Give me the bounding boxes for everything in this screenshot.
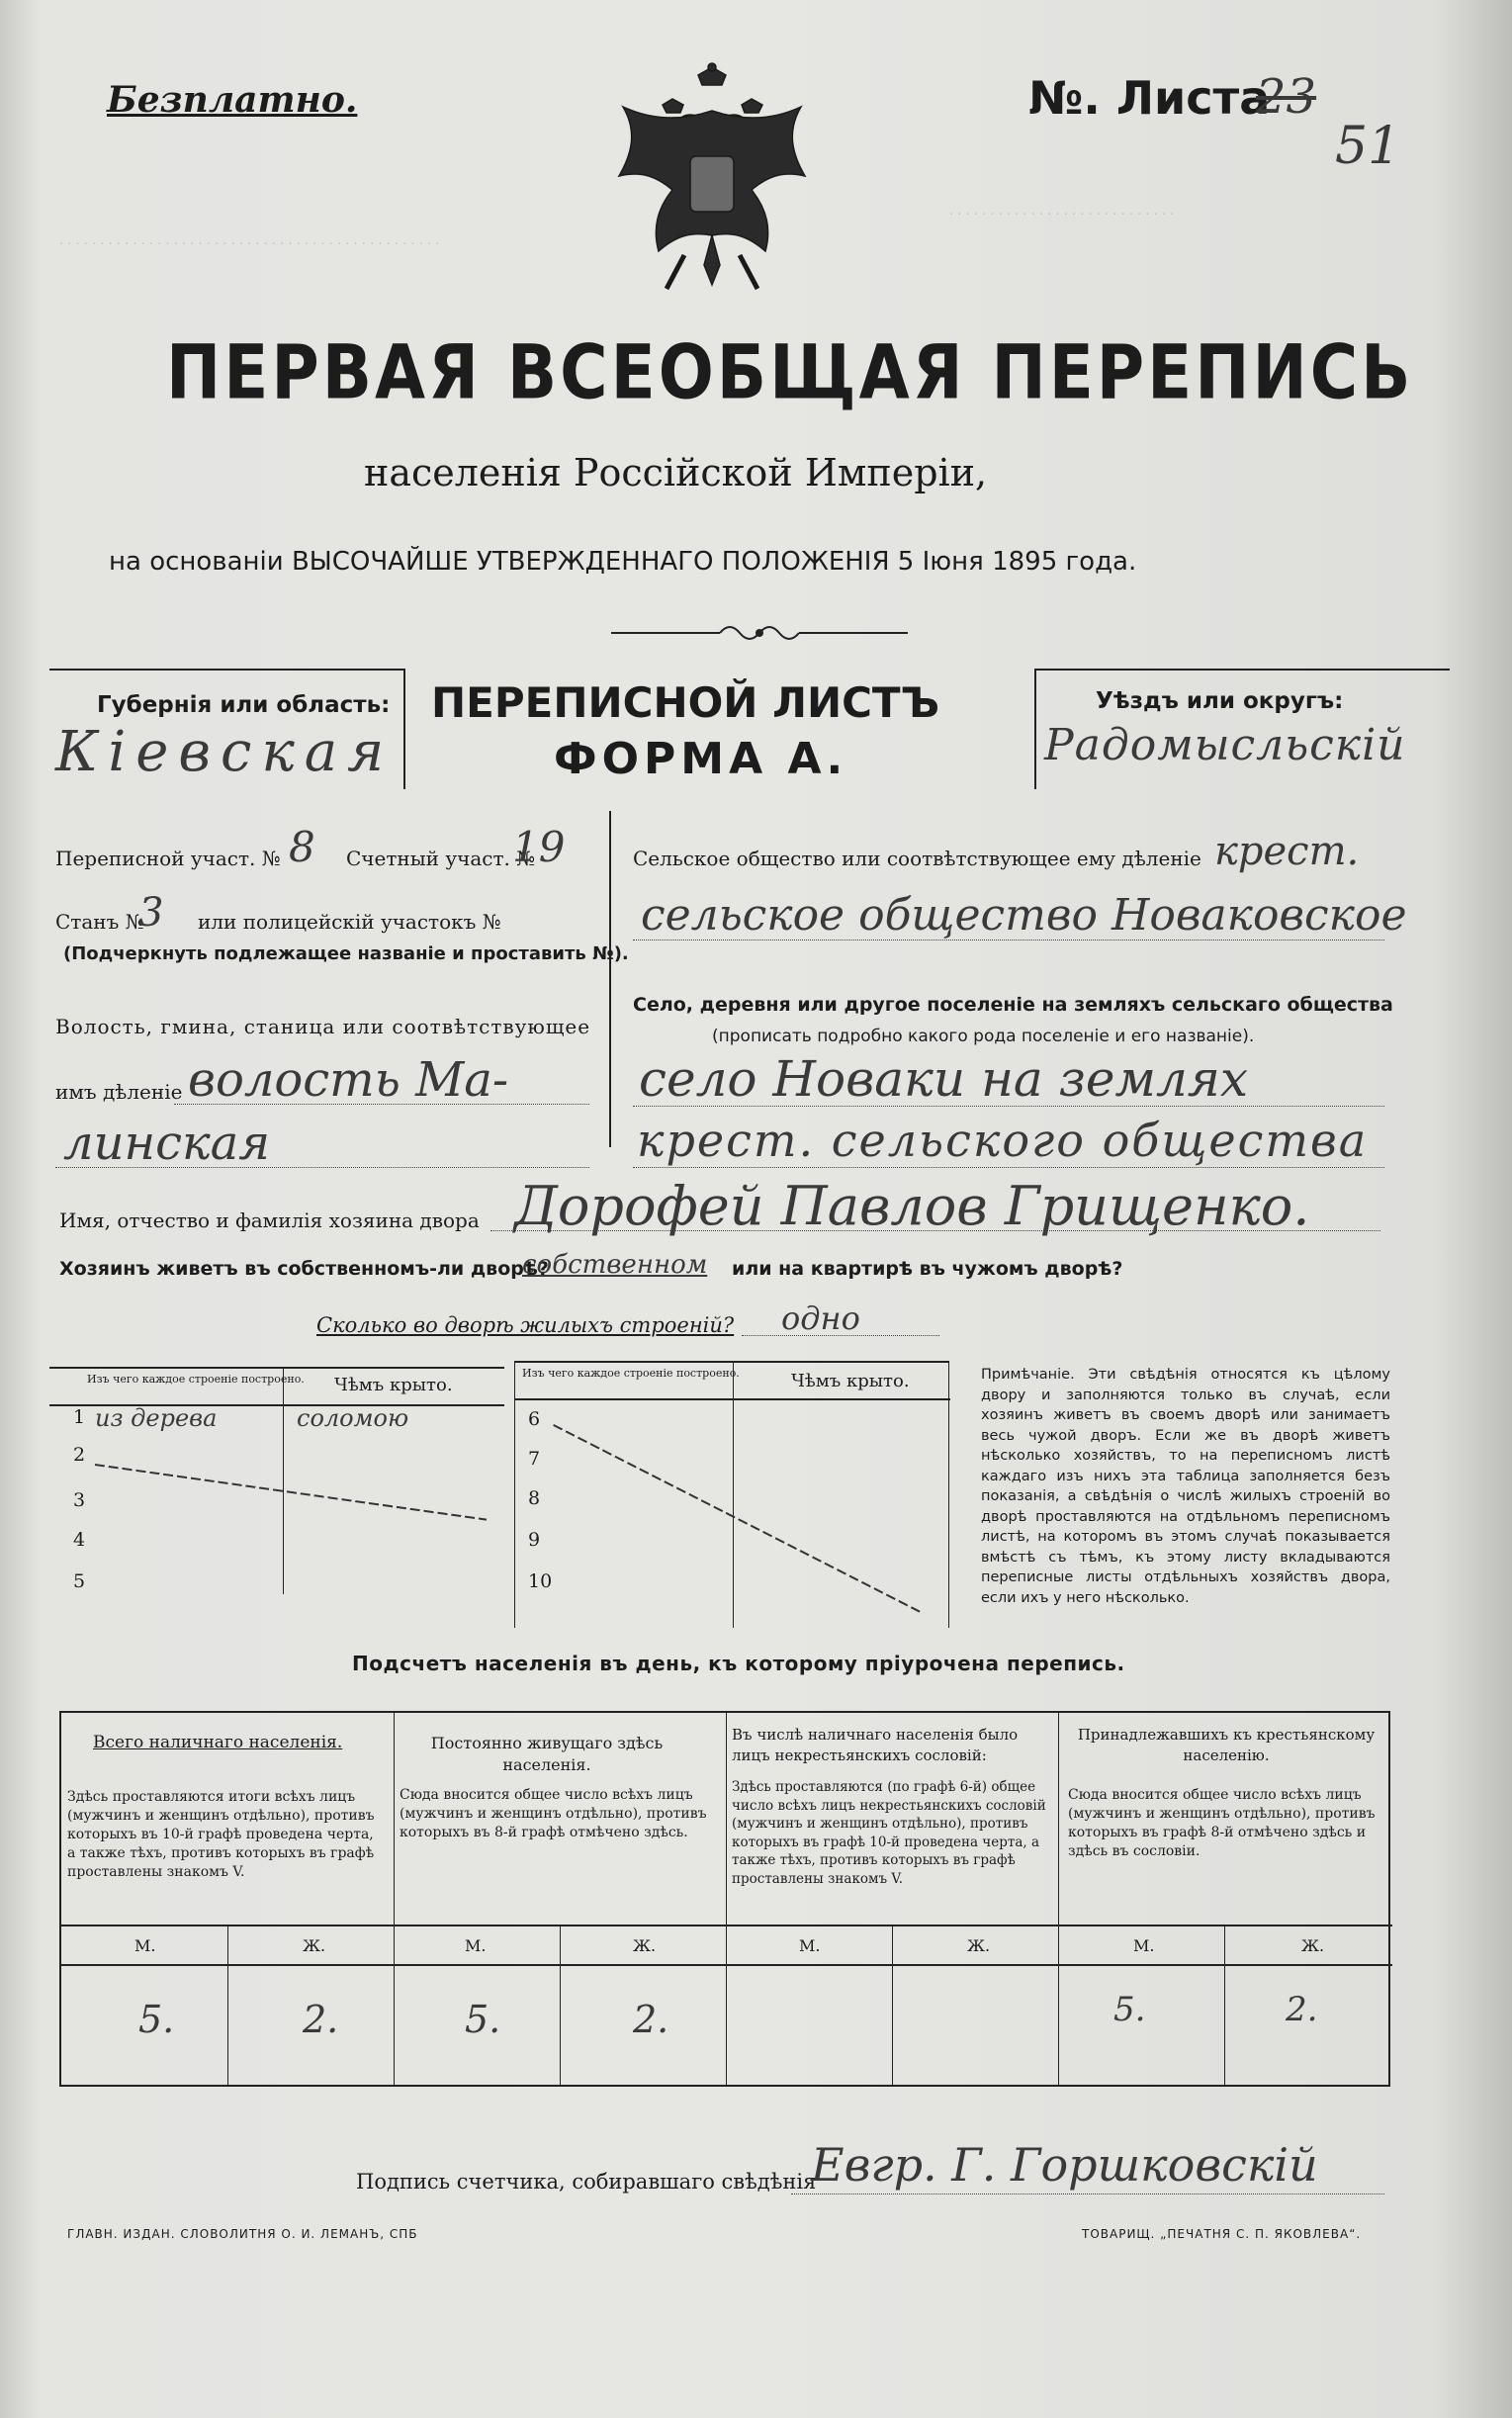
summary-col2-f-value: 2.: [633, 1998, 669, 2041]
society-value-line1: крест.: [1214, 829, 1360, 874]
printer-left: ГЛАВН. ИЗДАН. СЛОВОЛИТНЯ О. И. ЛЕМАНЪ, СПБ: [67, 2227, 418, 2241]
summary-col4-f-label: Ж.: [1301, 1936, 1325, 1955]
counting-section-value: 19: [512, 823, 566, 871]
summary-col2-f-label: Ж.: [633, 1936, 657, 1955]
summary-col1-m-value: 5.: [138, 1998, 175, 2041]
village-value-line2: крест. сельского общества: [637, 1114, 1369, 1167]
row-number: 4: [73, 1529, 86, 1551]
column-divider: [609, 811, 611, 1147]
fill-line: [633, 1167, 1384, 1168]
subtitle: населенія Россійской Имперіи,: [364, 451, 988, 494]
stan-value: 3: [138, 890, 164, 936]
village-value-line1: село Новаки на землях: [639, 1050, 1249, 1108]
signature-label: Подпись счетчика, собиравшаго свѣдѣнія: [356, 2170, 817, 2194]
summary-table: [59, 1711, 1390, 2087]
summary-col3-m-label: М.: [799, 1936, 821, 1955]
village-instruction: (прописать подробно какого рода поселеніе и его названіе).: [712, 1027, 1255, 1046]
volost-value-line1: волость Ма-: [188, 1052, 509, 1108]
buildings-note: Примѣчаніе. Эти свѣдѣнія относятся къ цѣлому двору и заполняются только въ случаѣ, если хозяинъ живетъ въ своемъ дворѣ или занимаетъ весь чужой дворъ. Если же въ дворѣ живетъ нѣсколько хозяйствъ, то на переписномъ листѣ каждаго изъ нихъ эта таблица заполняется безъ показанія, а свѣдѣнія о числѣ жилыхъ строеній во дворѣ проставляются на отдѣльномъ переписномъ листѣ, на которомъ въ этомъ случаѣ показывается вмѣстѣ съ тѣмъ, къ этому листу вкладываются переписные листы отдѣльныхъ хозяйствъ двора, если ихъ у него нѣсколько.: [981, 1367, 1390, 1606]
fill-line: [55, 1167, 589, 1168]
volost-value-line2: линская: [63, 1116, 271, 1171]
own-yard-value: собственном: [522, 1250, 708, 1280]
summary-col4-f-value: 2.: [1286, 1990, 1318, 2029]
buildings-roof-header: Чѣмъ крыто.: [334, 1375, 453, 1395]
district-value: Радомысльскій: [1044, 720, 1406, 770]
stan-label: Станъ №: [55, 910, 144, 934]
summary-col3-f-label: Ж.: [967, 1936, 991, 1955]
summary-col2-desc: Сюда вносится общее число всѣхъ лицъ (мужчинъ и женщинъ отдѣльно), противъ которыхъ въ 8-й графѣ отмѣчено здѣсь.: [400, 1787, 707, 1840]
bleed-through-text: · · · · · · · · · · · · · · · · · · · · · · · · · · · ·: [949, 208, 1175, 223]
row-number: 8: [528, 1487, 541, 1509]
row-number: 10: [528, 1570, 553, 1592]
summary-col4-m-value: 5.: [1113, 1990, 1146, 2029]
volost-label-line1: Волость, гмина, станица или соотвѣтствующее: [55, 1015, 591, 1038]
sheet-number-value: 23: [1256, 69, 1317, 125]
summary-title: Подсчетъ населенія въ день, къ которому пріурочена перепись.: [352, 1652, 1125, 1675]
summary-col1-m-label: М.: [134, 1936, 156, 1955]
buildings-table-right: [514, 1361, 949, 1628]
row-number: 9: [528, 1529, 541, 1551]
governorate-label: Губернія или область:: [97, 692, 391, 718]
summary-col4-m-label: М.: [1133, 1936, 1155, 1955]
own-yard-label: Хозяинъ живетъ въ собственномъ-ли дворѣ?: [59, 1258, 549, 1280]
census-section-value: 8: [289, 823, 315, 871]
summary-col1-header: Всего наличнаго населенія.: [93, 1733, 343, 1752]
underline-instruction: (Подчеркнуть подлежащее названіе и проставить №).: [63, 943, 629, 964]
signature-value: Евгр. Г. Горшковскій: [811, 2138, 1318, 2192]
volost-label-line2: имъ дѣленіе: [55, 1080, 183, 1104]
society-value-line2: сельское общество Новаковское: [641, 890, 1407, 940]
main-title: ПЕРВАЯ ВСЕОБЩАЯ ПЕРЕПИСЬ: [166, 328, 1414, 416]
summary-col2-m-value: 5.: [465, 1998, 501, 2041]
summary-col2-header: Постоянно живущаго здѣсь населенія.: [430, 1734, 664, 1774]
first-building-roof: соломою: [297, 1404, 409, 1432]
fill-line: [742, 1335, 939, 1336]
fill-line: [633, 1106, 1384, 1107]
buildings-count-label: Сколько во дворѣ жилыхъ строеній?: [316, 1313, 735, 1337]
row-number: 7: [528, 1448, 541, 1470]
summary-col1-f-label: Ж.: [303, 1936, 326, 1955]
society-label: Сельское общество или соотвѣтствующее ему дѣленіе: [633, 847, 1201, 870]
sheet-number-label: №. Листа: [1028, 71, 1271, 125]
form-label: ФОРМА А.: [554, 734, 848, 784]
district-label: Уѣздъ или округъ:: [1096, 688, 1344, 714]
ornament-divider-icon: [611, 621, 908, 645]
bleed-through-text: · · · · · · · · · · · · · · · · · · · · · · · · · · · · · · · · · · · · · · · · · · · · · · ·: [59, 237, 440, 252]
buildings-table-left: [49, 1367, 504, 1594]
summary-col1-desc: Здѣсь проставляются итоги всѣхъ лицъ (мужчинъ и женщинъ отдѣльно), противъ которыхъ въ 10-й графѣ проведена черта, а также тѣхъ, противъ которыхъ въ графѣ проставлены знакомъ V.: [67, 1789, 375, 1880]
row-number: 1: [73, 1406, 86, 1428]
counting-section-label: Счетный участ. №: [346, 847, 536, 870]
corner-archive-number: 51: [1335, 117, 1401, 176]
printer-right: ТОВАРИЩ. „ПЕЧАТНЯ С. П. ЯКОВЛЕВА“.: [1082, 2227, 1362, 2241]
summary-col2-m-label: М.: [465, 1936, 487, 1955]
summary-col4-header: Принадлежавшихъ къ крестьянскому населенію.: [1077, 1726, 1376, 1764]
fill-line: [174, 1104, 589, 1105]
row-number: 5: [73, 1570, 86, 1592]
buildings-roof-header: Чѣмъ крыто.: [791, 1371, 910, 1391]
row-number: 3: [73, 1489, 86, 1511]
owner-name-label: Имя, отчество и фамилія хозяина двора: [59, 1209, 480, 1232]
fill-line: [490, 1230, 1380, 1231]
row-number: 2: [73, 1444, 86, 1466]
summary-col1-f-value: 2.: [303, 1998, 339, 2041]
sheet-title: ПЕРЕПИСНОЙ ЛИСТЪ: [431, 678, 940, 727]
buildings-material-header: Изъ чего каждое строеніе построено.: [522, 1367, 740, 1380]
rented-label: или на квартирѣ въ чужомъ дворѣ?: [732, 1258, 1123, 1280]
owner-name-value: Дорофей Павлов Грищенко.: [514, 1175, 1310, 1237]
first-building-material: из дерева: [95, 1404, 218, 1432]
free-label: Безплатно.: [107, 79, 358, 121]
census-section-label: Переписной участ. №: [55, 847, 281, 870]
buildings-count-value: одно: [781, 1299, 860, 1337]
police-precinct-label: или полицейскій участокъ №: [198, 910, 501, 934]
governorate-value: Кіевская: [55, 720, 395, 784]
imperial-eagle-icon: [613, 61, 811, 309]
summary-col3-desc: Здѣсь проставляются (по графѣ 6-й) общее число всѣхъ лицъ некрестьянскихъ сословій (мужчинъ и женщинъ отдѣльно), противъ которыхъ въ графѣ 10-й проведена черта, а также тѣхъ, противъ которыхъ въ графѣ проставлены знакомъ V.: [732, 1779, 1046, 1887]
village-label: Село, деревня или другое поселеніе на земляхъ сельскаго общества: [633, 994, 1393, 1016]
summary-col3-header: Въ числѣ наличнаго населенія было лицъ некрестьянскихъ сословій:: [732, 1726, 1019, 1764]
summary-col4-desc: Сюда вносится общее число всѣхъ лицъ (мужчинъ и женщинъ отдѣльно), противъ которыхъ въ графѣ 8-й отмѣчено здѣсь и здѣсь въ сословіи.: [1068, 1787, 1376, 1859]
row-number: 6: [528, 1408, 541, 1430]
basis-line: на основаніи ВЫСОЧАЙШЕ УТВЕРЖДЕННАГО ПОЛОЖЕНІЯ 5 Іюня 1895 года.: [109, 547, 1137, 577]
buildings-material-header: Изъ чего каждое строеніе построено.: [87, 1373, 305, 1386]
